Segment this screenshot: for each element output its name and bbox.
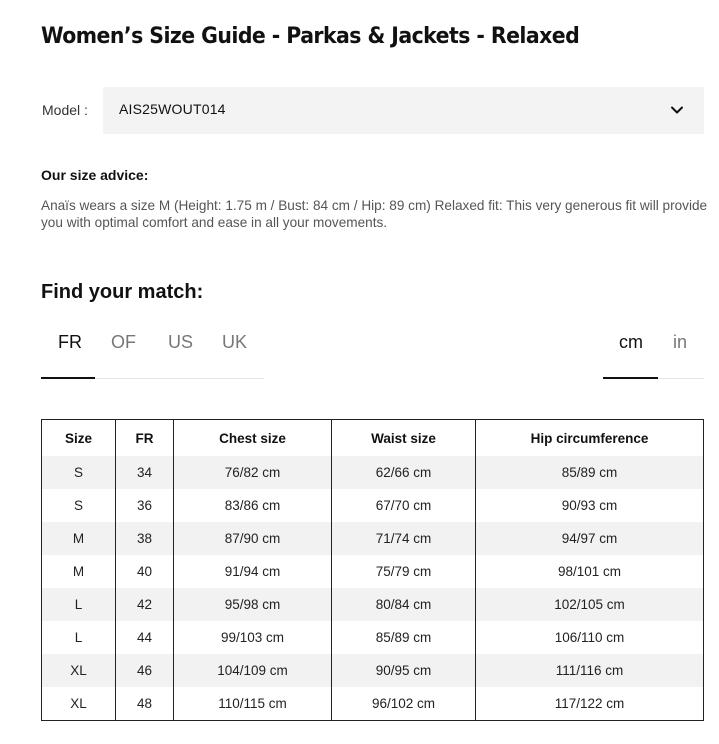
cell-hip: 90/93 cm [476, 489, 704, 522]
cell-size: XL [42, 654, 116, 687]
cell-chest: 76/82 cm [174, 456, 332, 489]
cell-size: L [42, 588, 116, 621]
cell-fr: 38 [116, 522, 174, 555]
cell-waist: 90/95 cm [332, 654, 476, 687]
cell-fr: 46 [116, 654, 174, 687]
tab-size-fr[interactable]: FR [58, 332, 82, 352]
table-row [42, 489, 704, 522]
cell-waist: 75/79 cm [332, 555, 476, 588]
cell-size: S [42, 456, 116, 489]
cell-fr: 42 [116, 588, 174, 621]
size-advice-title: Our size advice: [41, 167, 149, 183]
cell-size: XL [42, 687, 116, 721]
cell-waist: 80/84 cm [332, 588, 476, 621]
unit-tabs [603, 323, 704, 379]
cell-size: S [42, 489, 116, 522]
cell-chest: 87/90 cm [174, 522, 332, 555]
chevron-down-icon [670, 103, 684, 117]
cell-chest: 104/109 cm [174, 654, 332, 687]
table-row [42, 456, 704, 489]
cell-size: M [42, 522, 116, 555]
active-tab-indicator [41, 377, 95, 379]
cell-chest: 83/86 cm [174, 489, 332, 522]
cell-hip: 98/101 cm [476, 555, 704, 588]
cell-fr: 48 [116, 687, 174, 721]
table-row [42, 555, 704, 588]
cell-size: M [42, 555, 116, 588]
size-system-tabs [41, 323, 264, 379]
tab-unit-in[interactable]: in [673, 332, 688, 352]
size-advice-text: Anaïs wears a size M (Height: 1.75 m / Bust: 84 cm / Hip: 89 cm) Relaxed fit: This very generous fit will provide you with optimal comfort and ease in all your movements. [41, 198, 708, 230]
cell-hip: 94/97 cm [476, 522, 704, 555]
tab-size-uk[interactable]: UK [222, 332, 248, 352]
cell-hip: 106/110 cm [476, 621, 704, 654]
tab-size-us[interactable]: US [168, 332, 194, 352]
table-row [42, 588, 704, 621]
cell-hip: 117/122 cm [476, 687, 704, 721]
cell-chest: 110/115 cm [174, 687, 332, 721]
tab-unit-cm[interactable]: cm [619, 332, 643, 352]
cell-waist: 62/66 cm [332, 456, 476, 489]
cell-waist: 85/89 cm [332, 621, 476, 654]
size-table [41, 419, 704, 721]
header-waist: Waist size [332, 420, 476, 457]
tab-size-of[interactable]: OF [111, 332, 136, 352]
cell-waist: 96/102 cm [332, 687, 476, 721]
model-select[interactable] [103, 87, 704, 134]
header-hip: Hip circumference [476, 420, 704, 457]
header-fr: FR [116, 420, 174, 457]
active-unit-indicator [603, 377, 658, 379]
table-row [42, 687, 704, 721]
cell-fr: 44 [116, 621, 174, 654]
cell-fr: 36 [116, 489, 174, 522]
cell-hip: 85/89 cm [476, 456, 704, 489]
cell-size: L [42, 621, 116, 654]
model-label: Model : [42, 102, 88, 118]
cell-fr: 40 [116, 555, 174, 588]
cell-fr: 34 [116, 456, 174, 489]
model-select-value: AIS25WOUT014 [119, 101, 226, 117]
find-match-title: Find your match: [41, 281, 204, 303]
table-row [42, 522, 704, 555]
table-header-row [42, 420, 704, 457]
cell-chest: 95/98 cm [174, 588, 332, 621]
header-chest: Chest size [174, 420, 332, 457]
cell-chest: 99/103 cm [174, 621, 332, 654]
cell-chest: 91/94 cm [174, 555, 332, 588]
table-row [42, 621, 704, 654]
header-size: Size [42, 420, 116, 457]
cell-waist: 71/74 cm [332, 522, 476, 555]
cell-hip: 102/105 cm [476, 588, 704, 621]
cell-hip: 111/116 cm [476, 654, 704, 687]
cell-waist: 67/70 cm [332, 489, 476, 522]
page-title: Women’s Size Guide - Parkas & Jackets - Relaxed [41, 24, 580, 49]
table-row [42, 654, 704, 687]
